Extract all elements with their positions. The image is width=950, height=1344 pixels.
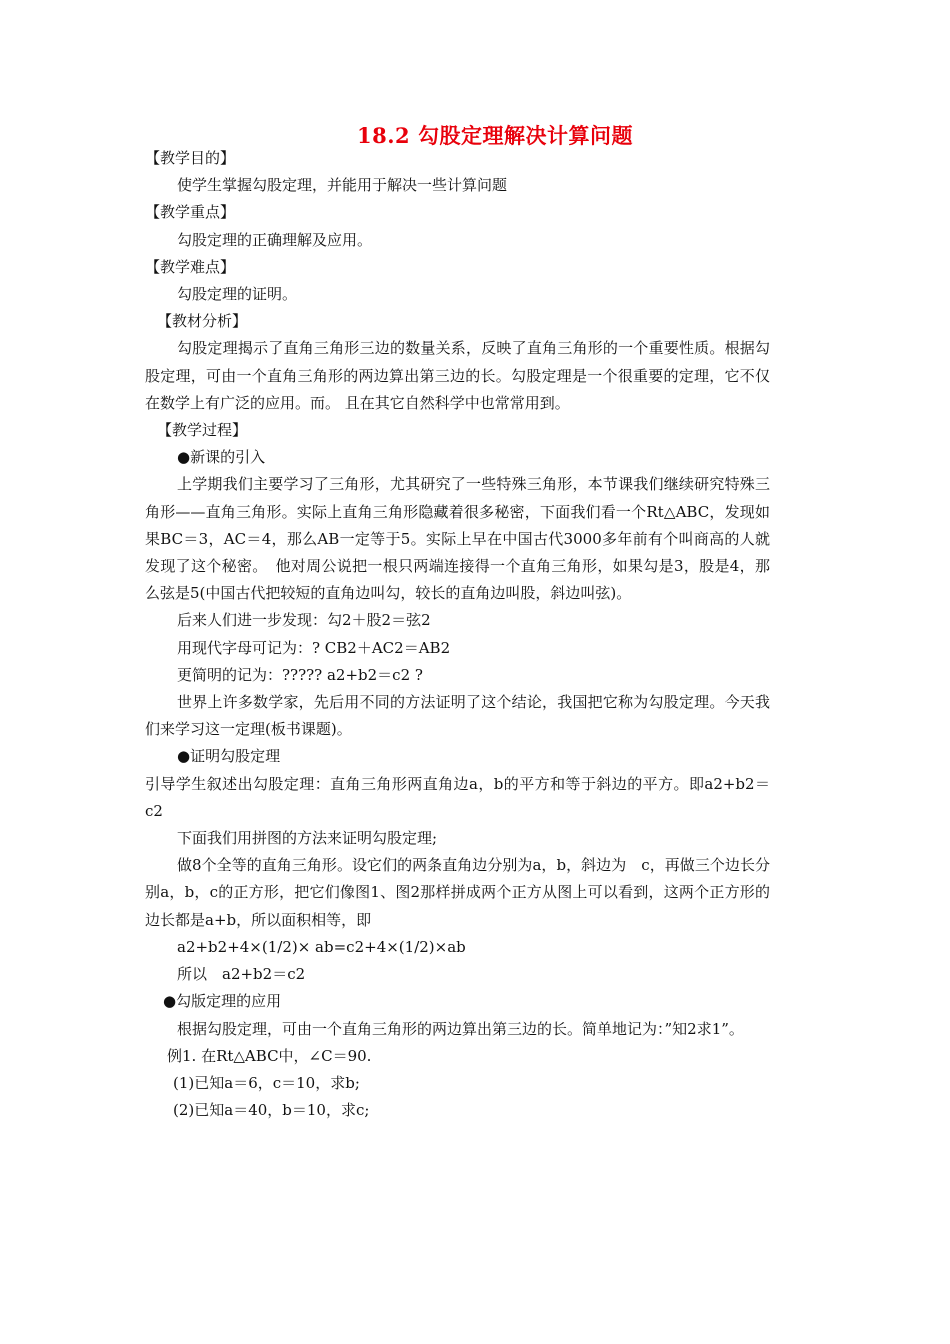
paragraph: 做8个全等的直角三角形。设它们的两条直角边分别为a，b，斜边为 c，再做三个边长分别a，b，c的正方形，把它们像图1、图2那样拼成两个正方从图上可以看到，这两个正方形的边长都是a+b，所以面积相等，即	[145, 856, 770, 929]
paragraph: 例1. 在Rt△ABC中，∠C＝90.	[167, 1046, 372, 1065]
paragraph: 【教学过程】	[157, 421, 248, 440]
page-title: 18.2 勾股定理解决计算问题	[357, 123, 633, 148]
paragraph: 勾股定理揭示了直角三角形三边的数量关系，反映了直角三角形的一个重要性质。根据勾股定理，可由一个直角三角形的两边算出第三边的长。勾股定理是一个很重要的定理，它不仅在数学上有广泛的应用。而。 且在其它自然科学中也常常用到。	[145, 339, 770, 412]
paragraph: ●新课的引入	[177, 448, 266, 467]
paragraph: 用现代字母可记为：? CB2＋AC2＝AB2	[177, 638, 451, 657]
paragraph: 使学生掌握勾股定理，并能用于解决一些计算问题	[177, 176, 508, 195]
document-body	[145, 145, 770, 1124]
paragraph: 【教材分析】	[157, 312, 248, 331]
paragraph: 勾股定理的正确理解及应用。	[177, 230, 373, 249]
paragraph: ●勾版定理的应用	[163, 992, 282, 1011]
paragraph: 更简明的记为：????? a2+b2＝c2 ?	[177, 665, 423, 684]
paragraph: 所以 a2+b2＝c2	[177, 965, 306, 984]
paragraph: a2+b2+4×(1/2)× ab=c2+4×(1/2)×ab	[177, 937, 466, 956]
paragraph: (1)已知a＝6，c＝10，求b;	[173, 1073, 360, 1092]
paragraph: 【教学难点】	[145, 257, 236, 276]
paragraph: 勾股定理的证明。	[177, 285, 298, 304]
paragraph: ●证明勾股定理	[177, 747, 281, 766]
paragraph: 【教学目的】	[145, 149, 236, 167]
paragraph: 引导学生叙述出勾股定理：直角三角形两直角边a，b的平方和等于斜边的平方。即a2+b2＝c2	[145, 774, 770, 820]
paragraph: 下面我们用拼图的方法来证明勾股定理;	[177, 829, 438, 848]
paragraph: 世界上许多数学家，先后用不同的方法证明了这个结论，我国把它称为勾股定理。今天我们来学习这一定理(板书课题)。	[145, 693, 770, 739]
paragraph: (2)已知a＝40，b＝10，求c;	[173, 1101, 370, 1120]
paragraph: 上学期我们主要学习了三角形，尤其研究了一些特殊三角形，本节课我们继续研究特殊三角形——直角三角形。实际上直角三角形隐藏着很多秘密，下面我们看一个Rt△ABC，发现如果BC＝3，AC＝4，那么AB一定等于5。实际上早在中国古代3000多年前有个叫商高的人就发现了这个秘密。 他对周公说把一根只两端连接得一个直角三角形，如果勾是3，股是4，那么弦是5(中国古代把较短的直角边叫勾，较长的直角边叫股，斜边叫弦)。	[145, 475, 770, 603]
paragraph: 根据勾股定理，可由一个直角三角形的两边算出第三边的长。简单地记为：”知2求1”。	[177, 1019, 744, 1038]
paragraph: 后来人们进一步发现：勾2＋股2＝弦2	[177, 611, 431, 630]
paragraph: 【教学重点】	[145, 203, 236, 222]
